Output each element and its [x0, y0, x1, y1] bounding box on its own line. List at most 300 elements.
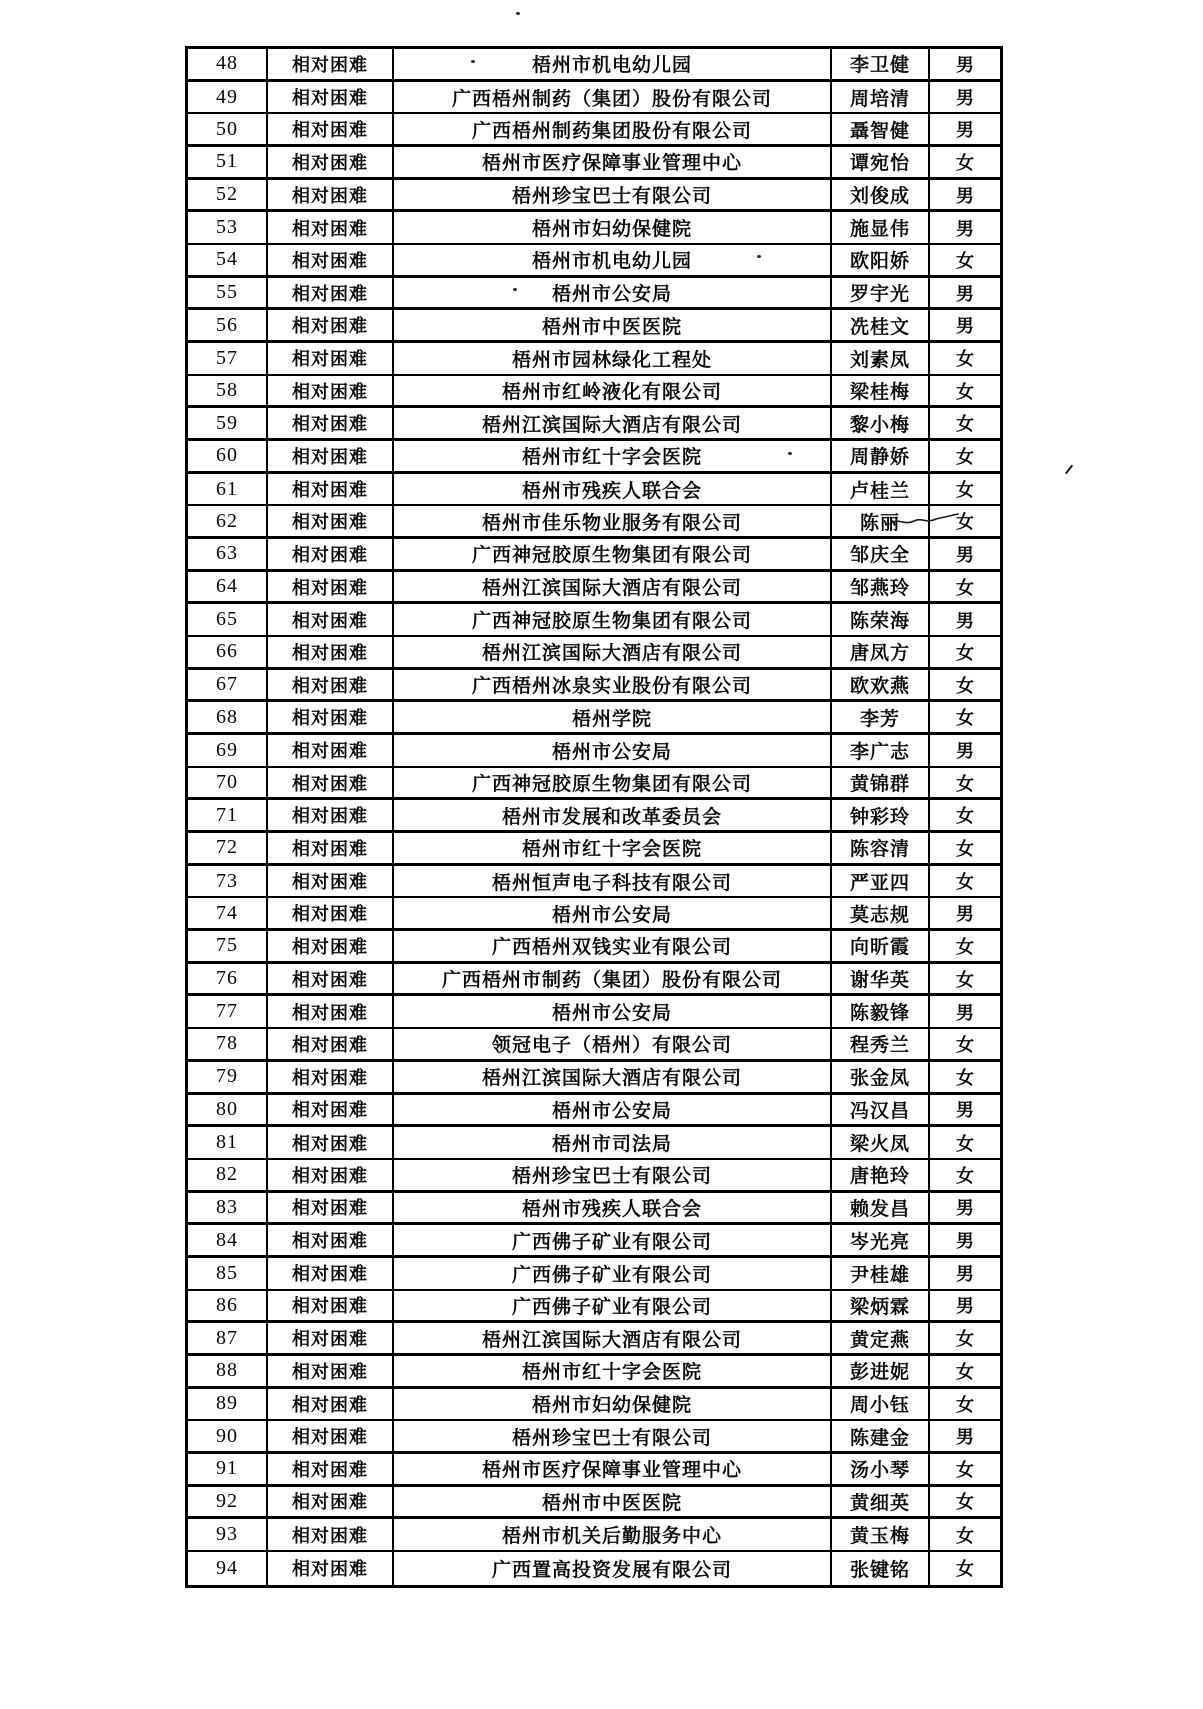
table-row	[188, 1029, 1000, 1062]
cell-row-number: 81	[188, 1127, 268, 1158]
table-row	[188, 147, 1000, 180]
scan-artifact-dot	[513, 288, 517, 291]
table-row	[188, 1454, 1000, 1487]
cell-category: 相对困难	[268, 1323, 394, 1353]
cell-gender: 女	[956, 1133, 974, 1154]
person-name-text: 张金凤	[849, 1068, 910, 1090]
person-name-text: 陈毅锋	[849, 1003, 910, 1025]
cell-row-number: 55	[188, 278, 268, 308]
cell-gender: 男	[956, 316, 974, 337]
cell-person-name	[832, 1095, 930, 1125]
table-row	[188, 1062, 1000, 1095]
cell-category: 相对困难	[268, 245, 394, 275]
cell-organization: 梧州学院	[394, 702, 832, 732]
scan-artifact-dot	[516, 12, 520, 15]
table-row	[188, 212, 1000, 245]
cell-row-number: 78	[188, 1029, 268, 1059]
cell-row-number: 74	[188, 898, 268, 928]
cell-person-name	[832, 1258, 930, 1289]
cell-row-number: 51	[188, 147, 268, 177]
cell-gender: 男	[956, 1002, 974, 1023]
cell-organization: 梧州市公安局	[394, 898, 832, 928]
cell-category: 相对困难	[268, 735, 394, 766]
cell-person-name	[832, 1487, 930, 1517]
person-name-text: 唐凤方	[849, 643, 910, 665]
cell-organization: 梧州市中医医院	[394, 310, 832, 340]
cell-gender: 女	[956, 1329, 974, 1350]
cell-row-number: 72	[188, 833, 268, 863]
table-row	[188, 1552, 1000, 1585]
cell-organization: 梧州江滨国际大酒店有限公司	[394, 1062, 832, 1092]
cell-person-name	[832, 474, 930, 505]
cell-organization: 梧州市发展和改革委员会	[394, 800, 832, 830]
table-row	[188, 1323, 1000, 1356]
person-name-text: 唐艳玲	[849, 1166, 910, 1188]
cell-organization: 梧州市红十字会医院	[394, 833, 832, 863]
table-row	[188, 1487, 1000, 1520]
cell-category: 相对困难	[268, 1225, 394, 1255]
cell-row-number: 54	[188, 245, 268, 275]
cell-person-name	[832, 702, 930, 732]
cell-row-number: 60	[188, 441, 268, 471]
cell-gender: 女	[956, 969, 974, 990]
cell-category: 相对困难	[268, 343, 394, 374]
person-name-text: 周静娇	[849, 447, 910, 469]
cell-gender: 男	[956, 1198, 974, 1219]
assistance-recipients-table	[185, 46, 1003, 1588]
cell-row-number: 79	[188, 1062, 268, 1092]
cell-category: 相对困难	[268, 278, 394, 308]
person-name-text: 李广志	[849, 741, 910, 763]
table-row	[188, 1389, 1000, 1422]
cell-person-name	[832, 212, 930, 243]
table-row	[188, 1160, 1000, 1193]
cell-gender: 男	[956, 1264, 974, 1285]
cell-gender: 女	[956, 381, 974, 402]
table-row	[188, 245, 1000, 278]
cell-person-name	[832, 1421, 930, 1451]
cell-organization: 梧州市机电幼儿园	[394, 49, 832, 79]
table-row	[188, 604, 1000, 637]
cell-person-name	[832, 637, 930, 667]
table-row	[188, 637, 1000, 670]
cell-person-name	[832, 996, 930, 1027]
cell-row-number: 48	[188, 49, 268, 79]
cell-gender: 女	[956, 1559, 974, 1580]
cell-category: 相对困难	[268, 82, 394, 113]
cell-organization: 广西佛子矿业有限公司	[394, 1291, 832, 1321]
cell-row-number: 69	[188, 735, 268, 766]
cell-row-number: 50	[188, 114, 268, 144]
cell-gender: 男	[956, 88, 974, 108]
cell-row-number: 85	[188, 1258, 268, 1289]
cell-gender: 女	[956, 872, 974, 893]
person-name-text: 黎小梅	[849, 414, 910, 436]
person-name-text: 严亚四	[849, 872, 910, 894]
cell-category: 相对困难	[268, 1552, 394, 1585]
cell-row-number: 91	[188, 1454, 268, 1484]
table-row	[188, 49, 1000, 82]
cell-gender: 男	[956, 218, 974, 239]
cell-row-number: 87	[188, 1323, 268, 1353]
cell-organization: 梧州市残疾人联合会	[394, 1193, 832, 1223]
cell-person-name	[832, 376, 930, 406]
cell-category: 相对困难	[268, 1160, 394, 1190]
cell-person-name	[832, 670, 930, 700]
cell-person-name	[832, 1127, 930, 1158]
cell-gender: 女	[956, 773, 974, 794]
cell-category: 相对困难	[268, 833, 394, 863]
cell-category: 相对困难	[268, 1258, 394, 1289]
cell-person-name	[832, 506, 930, 536]
cell-gender: 女	[956, 446, 974, 467]
cell-person-name	[832, 1193, 930, 1223]
cell-row-number: 80	[188, 1095, 268, 1125]
table-row	[188, 833, 1000, 866]
cell-organization: 广西神冠胶原生物集团有限公司	[394, 604, 832, 635]
table-row	[188, 1356, 1000, 1389]
cell-row-number: 56	[188, 310, 268, 340]
person-name-text: 梁火凤	[849, 1134, 910, 1155]
cell-organization: 梧州珍宝巴士有限公司	[394, 180, 832, 210]
cell-organization: 广西神冠胶原生物集团有限公司	[394, 768, 832, 798]
cell-gender: 女	[956, 414, 974, 435]
cell-organization: 广西佛子矿业有限公司	[394, 1225, 832, 1255]
cell-row-number: 88	[188, 1356, 268, 1386]
cell-person-name	[832, 1552, 930, 1585]
cell-row-number: 90	[188, 1421, 268, 1451]
cell-gender: 女	[956, 1361, 974, 1382]
cell-row-number: 84	[188, 1225, 268, 1255]
cell-person-name	[832, 408, 930, 438]
cell-row-number: 76	[188, 964, 268, 994]
table-row	[188, 114, 1000, 147]
table-row	[188, 1421, 1000, 1454]
cell-row-number: 71	[188, 800, 268, 830]
cell-category: 相对困难	[268, 474, 394, 505]
cell-organization: 梧州市红十字会医院	[394, 441, 832, 471]
cell-gender: 男	[956, 904, 974, 925]
cell-person-name	[832, 245, 930, 275]
table-row	[188, 1291, 1000, 1324]
table-row	[188, 441, 1000, 474]
cell-row-number: 63	[188, 539, 268, 569]
table-row	[188, 278, 1000, 311]
table-row	[188, 735, 1000, 768]
table-row	[188, 180, 1000, 213]
cell-category: 相对困难	[268, 408, 394, 438]
cell-gender: 男	[956, 1100, 974, 1121]
person-name-text: 汤小琴	[849, 1460, 910, 1482]
cell-category: 相对困难	[268, 180, 394, 210]
cell-row-number: 64	[188, 572, 268, 602]
person-name-text: 黄定燕	[849, 1329, 910, 1351]
cell-gender: 男	[956, 1231, 974, 1252]
cell-gender: 男	[956, 283, 974, 304]
cell-organization: 梧州市公安局	[394, 735, 832, 766]
cell-person-name	[832, 343, 930, 374]
person-name-text: 周培清	[849, 88, 910, 110]
cell-gender: 男	[956, 741, 974, 762]
person-name-text: 冯汉昌	[849, 1100, 910, 1122]
table-row	[188, 310, 1000, 343]
cell-person-name	[832, 1029, 930, 1059]
cell-organization: 梧州市医疗保障事业管理中心	[394, 147, 832, 177]
cell-organization: 广西梧州双钱实业有限公司	[394, 931, 832, 961]
table-row	[188, 1225, 1000, 1258]
person-name-text: 钟彩玲	[849, 806, 910, 828]
cell-gender: 女	[956, 1525, 974, 1546]
cell-row-number: 86	[188, 1291, 268, 1321]
cell-gender: 女	[956, 1394, 974, 1415]
table-row	[188, 931, 1000, 964]
cell-row-number: 67	[188, 670, 268, 700]
person-name-text: 黄细英	[849, 1492, 910, 1514]
cell-row-number: 58	[188, 376, 268, 406]
cell-organization: 梧州市残疾人联合会	[394, 474, 832, 505]
cell-person-name	[832, 833, 930, 863]
cell-gender: 女	[956, 480, 974, 501]
table-row	[188, 1193, 1000, 1226]
cell-organization: 梧州市机关后勤服务中心	[394, 1519, 832, 1550]
scan-artifact-tick	[1065, 465, 1073, 475]
cell-gender: 女	[956, 708, 974, 729]
cell-organization: 广西神冠胶原生物集团有限公司	[394, 539, 832, 569]
cell-category: 相对困难	[268, 441, 394, 471]
cell-organization: 梧州市医疗保障事业管理中心	[394, 1454, 832, 1484]
cell-row-number: 66	[188, 637, 268, 667]
cell-row-number: 92	[188, 1487, 268, 1517]
cell-gender: 女	[956, 1067, 974, 1088]
cell-category: 相对困难	[268, 1095, 394, 1125]
cell-gender: 男	[956, 1296, 974, 1317]
person-name-text: 陈建金	[849, 1427, 910, 1449]
cell-row-number: 68	[188, 702, 268, 732]
cell-row-number: 83	[188, 1193, 268, 1223]
cell-organization: 广西佛子矿业有限公司	[394, 1258, 832, 1289]
cell-person-name	[832, 1291, 930, 1321]
cell-gender: 男	[956, 544, 974, 565]
person-name-text: 梁桂梅	[849, 382, 910, 404]
table-row	[188, 670, 1000, 703]
person-name-text: 张键铭	[849, 1559, 910, 1581]
cell-gender: 男	[956, 1427, 974, 1448]
person-name-text: 卢桂兰	[849, 480, 910, 502]
person-name-text: 欧阳娇	[849, 251, 910, 273]
cell-organization: 广西置高投资发展有限公司	[394, 1552, 832, 1585]
person-name-text: 李芳	[859, 708, 900, 730]
cell-category: 相对困难	[268, 539, 394, 569]
cell-person-name	[832, 735, 930, 766]
cell-organization: 梧州市公安局	[394, 278, 832, 308]
table-row	[188, 1519, 1000, 1552]
cell-gender: 女	[956, 1165, 974, 1186]
cell-organization: 梧州市中医医院	[394, 1487, 832, 1517]
cell-category: 相对困难	[268, 931, 394, 961]
cell-person-name	[832, 931, 930, 961]
person-name-text: 罗宇光	[849, 284, 910, 306]
cell-person-name	[832, 572, 930, 602]
cell-category: 相对困难	[268, 996, 394, 1027]
person-name-text: 彭进妮	[849, 1362, 910, 1384]
person-name-text: 向昕霞	[849, 937, 910, 959]
cell-person-name	[832, 768, 930, 798]
cell-category: 相对困难	[268, 1421, 394, 1451]
cell-organization: 梧州江滨国际大酒店有限公司	[394, 572, 832, 602]
cell-person-name	[832, 278, 930, 308]
cell-organization: 梧州江滨国际大酒店有限公司	[394, 637, 832, 667]
cell-person-name	[832, 866, 930, 897]
person-name-text: 刘俊成	[849, 186, 910, 208]
cell-row-number: 89	[188, 1389, 268, 1420]
person-name-text: 周小钰	[849, 1395, 910, 1417]
cell-category: 相对困难	[268, 1487, 394, 1517]
cell-row-number: 53	[188, 212, 268, 243]
person-name-text: 谭宛怡	[849, 153, 910, 175]
cell-row-number: 59	[188, 408, 268, 438]
cell-row-number: 49	[188, 82, 268, 113]
person-name-text: 冼桂文	[849, 316, 910, 338]
table-row	[188, 343, 1000, 376]
table-row	[188, 964, 1000, 997]
cell-organization: 梧州市机电幼儿园	[394, 245, 832, 275]
person-name-text: 程秀兰	[849, 1035, 910, 1057]
cell-gender: 女	[956, 250, 974, 271]
cell-person-name	[832, 310, 930, 340]
table-row	[188, 996, 1000, 1029]
cell-category: 相对困难	[268, 604, 394, 635]
cell-organization: 梧州市红岭液化有限公司	[394, 376, 832, 406]
cell-organization: 广西梧州市制药（集团）股份有限公司	[394, 964, 832, 994]
person-name-text: 欧欢燕	[849, 676, 910, 698]
person-name-text: 聶智健	[849, 120, 910, 142]
cell-row-number: 75	[188, 931, 268, 961]
cell-person-name	[832, 441, 930, 471]
cell-category: 相对困难	[268, 1454, 394, 1484]
cell-organization: 领冠电子（梧州）有限公司	[394, 1029, 832, 1059]
cell-gender: 女	[956, 838, 974, 859]
cell-gender: 男	[956, 610, 974, 631]
cell-gender: 男	[956, 54, 974, 75]
person-name-text: 邹庆全	[849, 545, 910, 567]
table-row	[188, 408, 1000, 441]
table-row	[188, 866, 1000, 899]
cell-gender: 女	[956, 1034, 974, 1055]
cell-category: 相对困难	[268, 1193, 394, 1223]
person-name-text: 岑光亮	[849, 1231, 910, 1253]
person-name-text: 陈荣海	[849, 611, 910, 633]
cell-category: 相对困难	[268, 1356, 394, 1386]
cell-person-name	[832, 1160, 930, 1190]
cell-gender: 女	[956, 512, 974, 533]
cell-gender: 女	[956, 936, 974, 957]
scan-artifact-dot	[757, 255, 761, 258]
table-row	[188, 376, 1000, 409]
cell-person-name	[832, 539, 930, 569]
cell-person-name	[832, 82, 930, 113]
cell-organization: 梧州市园林绿化工程处	[394, 343, 832, 374]
cell-category: 相对困难	[268, 702, 394, 732]
cell-person-name	[832, 147, 930, 177]
cell-category: 相对困难	[268, 310, 394, 340]
person-name-text: 尹桂雄	[849, 1264, 910, 1286]
cell-category: 相对困难	[268, 506, 394, 536]
table-row	[188, 539, 1000, 572]
table-row	[188, 702, 1000, 735]
person-name-text: 梁炳霖	[849, 1296, 910, 1318]
person-name-text: 赖发昌	[849, 1198, 910, 1220]
cell-category: 相对困难	[268, 1519, 394, 1550]
cell-gender: 女	[956, 642, 974, 663]
scan-artifact-dot	[788, 452, 792, 455]
cell-row-number: 52	[188, 180, 268, 210]
cell-category: 相对困难	[268, 376, 394, 406]
cell-category: 相对困难	[268, 1291, 394, 1321]
cell-person-name	[832, 1356, 930, 1386]
cell-category: 相对困难	[268, 1127, 394, 1158]
table-row	[188, 898, 1000, 931]
cell-person-name	[832, 800, 930, 830]
cell-gender: 女	[956, 577, 974, 598]
cell-person-name	[832, 114, 930, 144]
cell-organization: 梧州珍宝巴士有限公司	[394, 1160, 832, 1190]
cell-gender: 女	[956, 1459, 974, 1480]
cell-organization: 梧州江滨国际大酒店有限公司	[394, 1323, 832, 1353]
cell-gender: 男	[956, 185, 974, 206]
cell-category: 相对困难	[268, 212, 394, 243]
cell-category: 相对困难	[268, 114, 394, 144]
cell-person-name	[832, 1519, 930, 1550]
cell-organization: 梧州市公安局	[394, 1095, 832, 1125]
cell-category: 相对困难	[268, 572, 394, 602]
cell-organization: 梧州江滨国际大酒店有限公司	[394, 408, 832, 438]
cell-category: 相对困难	[268, 898, 394, 928]
table-row	[188, 800, 1000, 833]
cell-row-number: 65	[188, 604, 268, 635]
person-name-text: 谢华英	[849, 970, 910, 992]
cell-gender: 女	[956, 1492, 974, 1513]
cell-category: 相对困难	[268, 637, 394, 667]
cell-organization: 梧州珍宝巴士有限公司	[394, 1421, 832, 1451]
cell-organization: 梧州市公安局	[394, 996, 832, 1027]
cell-person-name	[832, 49, 930, 79]
table-row	[188, 506, 1000, 539]
person-name-text: 刘素凤	[849, 349, 910, 371]
person-name-text: 邹燕玲	[849, 578, 910, 600]
cell-gender: 女	[956, 806, 974, 827]
cell-category: 相对困难	[268, 147, 394, 177]
table-row	[188, 1095, 1000, 1128]
table-row	[188, 768, 1000, 801]
cell-row-number: 61	[188, 474, 268, 505]
cell-person-name	[832, 180, 930, 210]
cell-row-number: 62	[188, 506, 268, 536]
scan-artifact-dot	[471, 60, 475, 63]
cell-category: 相对困难	[268, 49, 394, 79]
cell-person-name	[832, 1225, 930, 1255]
cell-organization: 广西梧州冰泉实业股份有限公司	[394, 670, 832, 700]
cell-organization: 广西梧州制药（集团）股份有限公司	[394, 82, 832, 113]
cell-category: 相对困难	[268, 1029, 394, 1059]
cell-category: 相对困难	[268, 800, 394, 830]
cell-organization: 梧州市红十字会医院	[394, 1356, 832, 1386]
cell-person-name	[832, 1062, 930, 1092]
cell-gender: 男	[956, 120, 974, 141]
cell-category: 相对困难	[268, 670, 394, 700]
table-row	[188, 572, 1000, 605]
table-row	[188, 82, 1000, 115]
cell-organization: 梧州市司法局	[394, 1127, 832, 1158]
